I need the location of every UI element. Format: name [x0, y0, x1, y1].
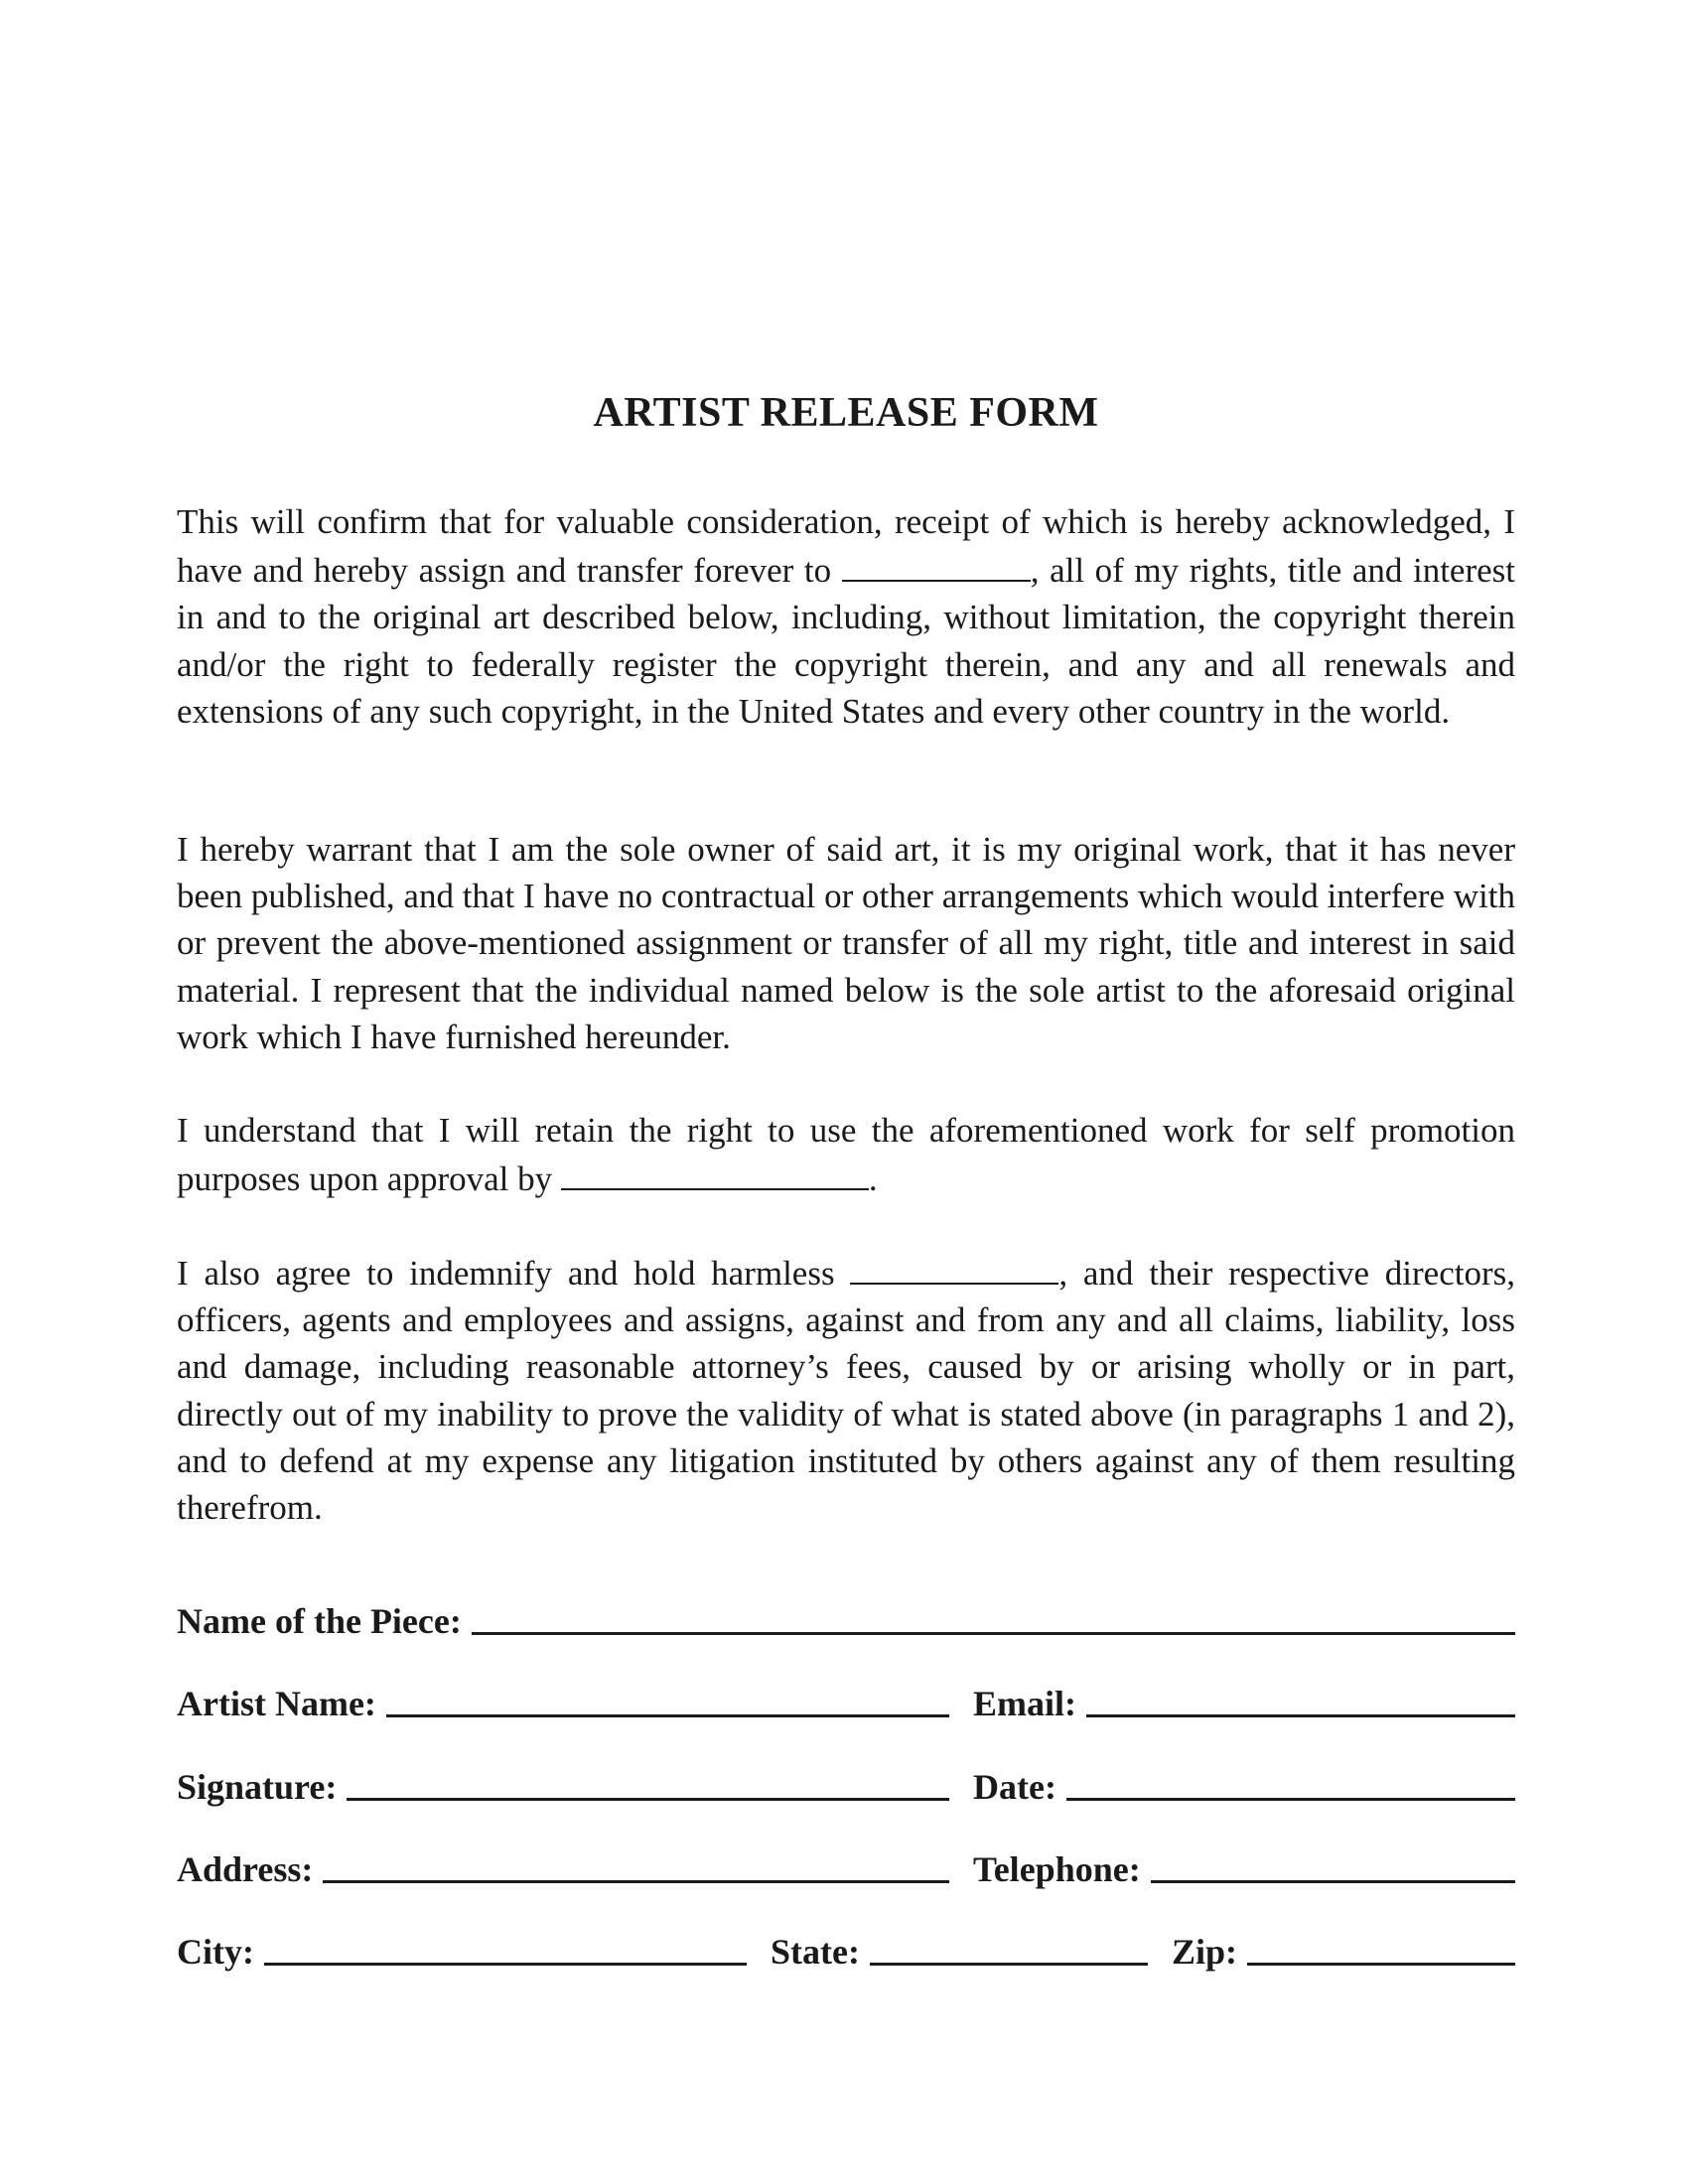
zip-field [1172, 1922, 1515, 1972]
paragraph-text: I hereby warrant that I am the sole owner of said art, it is my original work, that it has never been published, and that I have no contractual or other arrangements which would interfere with or prevent the above-mentioned assignment or transfer of all my right, title and interest in said material. I represent that the individual named below is the sole artist to the aforesaid original work which I have furnished hereunder. [177, 830, 1515, 1056]
state-field [771, 1922, 1148, 1972]
assignee-blank[interactable] [842, 545, 1031, 582]
city-field [177, 1922, 747, 1972]
name-of-piece-label: Name of the Piece: [177, 1601, 462, 1641]
paragraph-self-promotion [177, 1107, 1515, 1202]
address-label: Address: [177, 1849, 314, 1889]
signature-input-line[interactable] [347, 1795, 949, 1801]
state-label: State: [771, 1932, 860, 1972]
signature-field [177, 1757, 949, 1807]
paragraph-text: , and their respective directors, officers, agents and employees and assigns, against and from any and all claims, liability, loss and damage, including reasonable attorney’s fees, caused by or arising wholly or in part, directly out of my inability to prove the validity of what is stated above (in paragraphs 1 and 2), and to defend at my expense any litigation instituted by others against any of them resulting therefrom. [177, 1254, 1515, 1528]
field-row-signature-date [177, 1757, 1515, 1807]
email-label: Email: [973, 1684, 1076, 1723]
paragraph-text: . [868, 1160, 878, 1199]
zip-input-line[interactable] [1247, 1960, 1515, 1966]
date-input-line[interactable] [1066, 1795, 1515, 1801]
telephone-input-line[interactable] [1151, 1877, 1515, 1883]
artist-name-field [177, 1674, 949, 1723]
paragraph-text: I understand that I will retain the right to use the aforementioned work for self promotion purposes upon approval by [177, 1111, 1515, 1199]
email-input-line[interactable] [1086, 1711, 1515, 1717]
telephone-field [973, 1840, 1515, 1889]
name-of-piece-input-line[interactable] [472, 1629, 1515, 1635]
paragraph-text: I also agree to indemnify and hold harmless [177, 1254, 851, 1293]
paragraph-indemnify [177, 1248, 1515, 1531]
artist-name-label: Artist Name: [177, 1684, 376, 1723]
page-title: ARTIST RELEASE FORM [593, 390, 1099, 436]
paragraph-assignment [177, 498, 1515, 735]
field-row-artist-email [177, 1674, 1515, 1723]
approver-blank[interactable] [561, 1154, 869, 1190]
indemnified-party-blank[interactable] [850, 1248, 1058, 1285]
zip-label: Zip: [1172, 1932, 1238, 1972]
field-row-name-of-piece [177, 1591, 1515, 1641]
paragraph-text: This will confirm that for valuable consideration, receipt of which is hereby acknowledged, I have and hereby assign and transfer forever to [177, 502, 1515, 591]
address-field [177, 1840, 949, 1889]
field-row-address-telephone [177, 1840, 1515, 1889]
paragraph-text: , all of my rights, title and interest in and to the original art described below, including, without limitation, the copyright therein and/or the right to federally register the copyright therein, and any and all renewals and extensions of any such copyright, in the United States and every other country in the world. [177, 551, 1515, 731]
release-form-page [177, 0, 1515, 2184]
telephone-label: Telephone: [973, 1849, 1141, 1889]
date-field [973, 1757, 1515, 1807]
date-label: Date: [973, 1767, 1056, 1807]
email-field [973, 1674, 1515, 1723]
name-of-piece-field [177, 1591, 1515, 1641]
address-input-line[interactable] [323, 1877, 949, 1883]
paragraph-warranty [177, 826, 1515, 1060]
artist-name-input-line[interactable] [386, 1711, 949, 1717]
field-row-city-state-zip [177, 1922, 1515, 1972]
city-input-line[interactable] [264, 1960, 747, 1966]
signature-label: Signature: [177, 1767, 338, 1807]
city-label: City: [177, 1932, 254, 1972]
state-input-line[interactable] [870, 1960, 1148, 1966]
